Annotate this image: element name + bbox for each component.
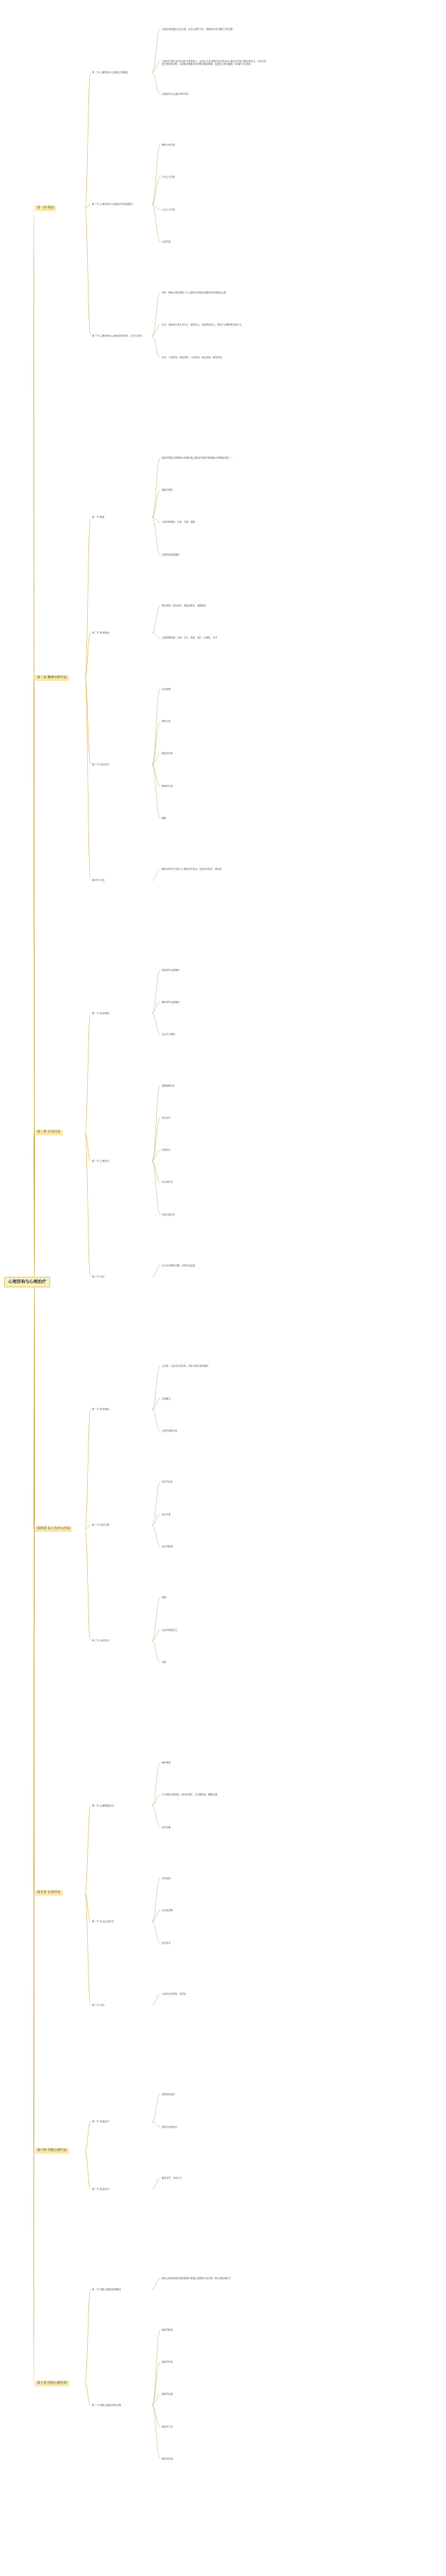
connector-line	[152, 29, 160, 72]
connector-line	[85, 1529, 91, 1641]
connector-line	[152, 765, 160, 786]
leaf-node[interactable]: 真诚	[162, 1596, 167, 1600]
section-node[interactable]: 第二节 森田疗法	[92, 2187, 109, 2191]
connector-line	[152, 970, 160, 1013]
leaf-node[interactable]: 生物反馈疗法	[162, 1213, 176, 1216]
connector-line	[152, 517, 160, 522]
connector-line	[85, 2384, 91, 2405]
connector-line	[152, 1161, 160, 1183]
section-node[interactable]: 第二节 主要技术	[92, 1159, 109, 1163]
connector-line	[152, 1525, 160, 1547]
leaf-node[interactable]: 团体的开始	[162, 2361, 173, 2363]
leaf-node[interactable]: 解释	[162, 816, 167, 820]
connector-line	[85, 2122, 91, 2151]
connector-line	[152, 72, 160, 94]
connector-line	[85, 1525, 91, 1528]
section-node[interactable]: 第一节 心理咨询与心理治疗的概念	[92, 70, 128, 74]
connector-line	[85, 1133, 91, 1277]
chapter-node[interactable]: 第一章 绪论	[35, 206, 56, 211]
chapter-node[interactable]: 第七章 团体心理咨询	[35, 2381, 69, 2386]
leaf-node[interactable]: 操作条件反射理论	[162, 1000, 180, 1004]
connector-line	[85, 72, 91, 208]
leaf-node[interactable]: 心理咨询与心理治疗的异同	[162, 92, 189, 95]
leaf-node[interactable]: 行为疗法操作性强、疗效可以测量	[162, 1264, 195, 1268]
leaf-node[interactable]: 弗洛伊德创立的精神分析理论是心理治疗领域中影响最大的理论体系之一	[162, 456, 233, 459]
connector-line	[152, 1086, 160, 1161]
connector-line	[152, 1482, 160, 1525]
section-node[interactable]: 第三节 评价	[92, 1275, 105, 1278]
leaf-node[interactable]: 团体的过渡	[162, 2393, 173, 2396]
chapter-node[interactable]: 第四章 以人为中心疗法	[35, 1526, 72, 1532]
leaf-node[interactable]: 代币制疗法	[162, 1181, 173, 1184]
leaf-node[interactable]: 系统家庭治疗	[162, 2093, 176, 2096]
section-node[interactable]: 第三节 心理咨询与心理治疗的对象、任务与形式	[92, 335, 143, 338]
leaf-node[interactable]: 治疗技术	[162, 1941, 171, 1945]
leaf-node[interactable]: 认知疗法疗程短、见效快	[162, 1993, 187, 1996]
connector-line	[152, 177, 160, 204]
leaf-node[interactable]: 形式：个别咨询、团体咨询、门诊咨询、电话咨询、网络咨询	[162, 355, 222, 359]
leaf-node[interactable]: 治疗的目标	[162, 1480, 173, 1484]
connector-line	[85, 1893, 91, 2005]
connector-line	[85, 1806, 91, 1893]
leaf-node[interactable]: 冲击疗法	[162, 1116, 171, 1119]
connector-line	[152, 1878, 160, 1922]
connector-line	[152, 1641, 160, 1662]
connector-line	[85, 678, 91, 880]
leaf-node[interactable]: 团体心理咨询是在团体情境中提供心理帮助与指导的一种心理咨询形式	[162, 2277, 231, 2280]
leaf-node[interactable]: 共情	[162, 1660, 167, 1664]
connector-line	[152, 458, 160, 517]
connector-line	[152, 1597, 160, 1641]
leaf-node[interactable]: 心理性欲发展理论	[162, 553, 180, 556]
leaf-node[interactable]: 治疗的阶段	[162, 1544, 173, 1548]
connector-line	[85, 1133, 91, 1161]
connector-line	[152, 145, 160, 204]
leaf-node[interactable]: 心理治疗是在良好的治疗关系基础上，由经过专业训练的治疗者运用心理治疗的有关理论和技术，对来访者进行帮助的过程，以消除或缓解来访者的问题或障碍，促进其人格向健康、协调的方向发展	[162, 60, 266, 66]
connector-line	[152, 1161, 160, 1215]
leaf-node[interactable]: 经典条件反射理论	[162, 968, 180, 972]
connector-line	[152, 2330, 160, 2405]
section-node[interactable]: 第二节 治疗过程	[92, 1524, 109, 1527]
connector-line	[152, 2405, 160, 2459]
leaf-node[interactable]: ABC理论	[162, 1761, 171, 1765]
section-node[interactable]: 第一节 基本理论	[92, 1011, 109, 1015]
leaf-node[interactable]: 厌恶疗法	[162, 1149, 171, 1152]
leaf-node[interactable]: 梦的分析	[162, 720, 171, 723]
leaf-node[interactable]: 心理失调的实质	[162, 1429, 178, 1432]
connector-line	[152, 336, 160, 358]
connector-line	[85, 678, 91, 765]
connector-line	[152, 869, 160, 880]
connector-line	[152, 204, 160, 242]
section-node[interactable]: 第三节 治疗技术	[92, 1639, 109, 1643]
section-node[interactable]: 第一节 基本理论	[92, 1408, 109, 1411]
leaf-node[interactable]: 自我概念	[162, 1397, 171, 1400]
connector-line	[152, 606, 160, 633]
leaf-node[interactable]: 认知歪曲	[162, 1877, 171, 1880]
leaf-node[interactable]: 对象：精神正常但遇到了与心理有关的现实问题并请求帮助的人群	[162, 291, 226, 295]
leaf-node[interactable]: 心理咨询是通过人际关系，运用心理学方法，帮助来访者自强自立的过程	[162, 28, 233, 31]
section-node[interactable]: 第二节 贝克认知疗法	[92, 1920, 114, 1924]
section-node[interactable]: 第三节 评价	[92, 2003, 105, 2007]
connector-line	[85, 2151, 91, 2188]
connector-line	[152, 1366, 160, 1409]
connector-line	[152, 490, 160, 517]
section-node[interactable]: 第四节 评价	[92, 879, 105, 882]
connector-line	[152, 1763, 160, 1806]
leaf-node[interactable]: 自由联想	[162, 687, 171, 691]
leaf-node[interactable]: 自动化思维	[162, 1909, 173, 1912]
section-node[interactable]: 第一节 团体心理咨询的概念	[92, 2287, 121, 2291]
connector-line	[152, 1806, 160, 1827]
root-node[interactable]: 心理咨询与心理治疗	[4, 1277, 50, 1287]
section-node[interactable]: 第二节 团体心理咨询的过程	[92, 2403, 121, 2407]
section-node[interactable]: 第一节 家庭治疗	[92, 2120, 109, 2124]
leaf-node[interactable]: 精神分析学派	[162, 143, 176, 146]
leaf-node[interactable]: 潜意识理论	[162, 489, 173, 492]
chapter-node[interactable]: 第五章 认知疗法	[35, 1890, 63, 1896]
leaf-node[interactable]: 行为主义学派	[162, 176, 176, 179]
connector-line	[85, 204, 91, 208]
leaf-node[interactable]: 任务：帮助来访者认识自己、接纳自己，进而欣赏自己，改变不合理的观念和行为	[162, 323, 242, 327]
leaf-node[interactable]: 社会学习理论	[162, 1033, 176, 1036]
chapter-node[interactable]: 第二章 精神分析疗法	[35, 675, 69, 681]
connector-line	[152, 2178, 160, 2189]
connector-line	[152, 633, 160, 638]
connector-line	[85, 1013, 91, 1133]
connector-line	[152, 2278, 160, 2290]
leaf-node[interactable]: 心理防御机制：压抑、否认、投射、退行、合理化、升华	[162, 636, 217, 640]
section-node[interactable]: 第一节 概述	[92, 516, 105, 519]
leaf-node[interactable]: 焦虑理论：现实焦虑、神经症焦虑、道德焦虑	[162, 604, 206, 608]
connector-line	[152, 2094, 160, 2122]
leaf-node[interactable]: 团体的工作	[162, 2425, 173, 2428]
chapter-node[interactable]: 第三章 行为疗法	[35, 1130, 63, 1135]
leaf-node[interactable]: 移情的分析	[162, 784, 173, 788]
leaf-node[interactable]: 精神分析疗法开创了心理治疗的先河，但治疗时间长、费用高	[162, 868, 222, 871]
leaf-node[interactable]: 顺其自然，为所当为	[162, 2177, 182, 2180]
connector-line	[152, 1266, 160, 1277]
leaf-node[interactable]: 不合理信念的特征：绝对化要求、过分概括化、糟糕至极	[162, 1793, 217, 1797]
section-node[interactable]: 第二节 心理咨询与心理治疗的发展简史	[92, 203, 133, 206]
connector-line	[85, 2290, 91, 2384]
connector-line	[152, 1922, 160, 1943]
leaf-node[interactable]: 人格结构理论：本我、自我、超我	[162, 521, 195, 524]
leaf-node[interactable]: 团体的准备	[162, 2328, 173, 2331]
connector-line	[152, 2405, 160, 2427]
section-node[interactable]: 第二节 基本理论	[92, 631, 109, 635]
connector-line	[152, 1994, 160, 2005]
section-node[interactable]: 第三节 治疗技术	[92, 763, 109, 767]
connector-line	[152, 293, 160, 336]
leaf-node[interactable]: 治疗步骤	[162, 1825, 171, 1829]
connector-line	[152, 2122, 160, 2126]
section-node[interactable]: 第一节 合理情绪疗法	[92, 1804, 114, 1808]
leaf-node[interactable]: 治疗关系	[162, 1512, 171, 1516]
leaf-node[interactable]: 认知学派	[162, 240, 171, 243]
leaf-node[interactable]: 团体的结束	[162, 2457, 173, 2460]
connector-line	[152, 689, 160, 765]
chapter-node[interactable]: 第六章 其他心理疗法	[35, 2148, 69, 2154]
connector-line	[85, 208, 91, 337]
leaf-node[interactable]: 阻抗的分析	[162, 752, 173, 756]
connector-line	[152, 765, 160, 818]
connector-line	[85, 1409, 91, 1528]
connector-line	[152, 517, 160, 555]
leaf-node[interactable]: 无条件积极关注	[162, 1628, 178, 1632]
leaf-node[interactable]: 人本主义学派	[162, 208, 176, 211]
connector-line	[152, 204, 160, 209]
leaf-node[interactable]: 人性观：人是可以信任的，具有自我实现的倾向	[162, 1365, 208, 1368]
connector-line	[152, 1409, 160, 1431]
leaf-node[interactable]: 系统脱敏疗法	[162, 1084, 176, 1087]
connector-line	[152, 1013, 160, 1035]
leaf-node[interactable]: 结构式家庭治疗	[162, 2125, 178, 2129]
